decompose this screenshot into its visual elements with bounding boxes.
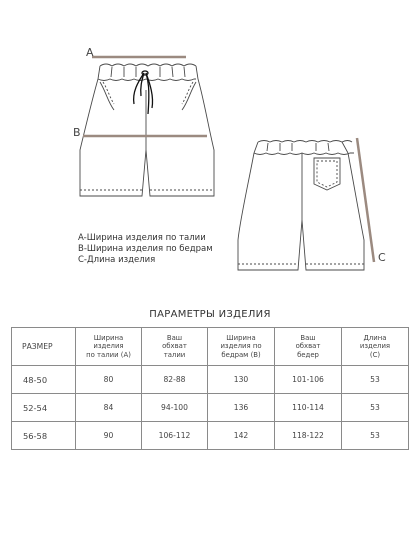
table-cell: 90 (76, 422, 142, 450)
legend-item-a: A-Ширина изделия по талии (78, 233, 206, 243)
size-cell: 48-50 (12, 366, 76, 394)
marker-b: B (73, 126, 81, 139)
table-cell: 53 (342, 394, 409, 422)
measurement-legend (78, 233, 213, 266)
table-cell: 136 (208, 394, 275, 422)
shorts-back-sketch-icon (238, 141, 364, 271)
size-header: РАЗМЕР (12, 328, 76, 366)
legend-item-c: C-Длина изделия (78, 255, 156, 265)
table-cell: 84 (76, 394, 142, 422)
table-header-row (12, 328, 409, 366)
table-row (12, 422, 409, 450)
legend-item-b: B-Ширина изделия по бедрам (78, 244, 213, 254)
table-cell: 101-106 (275, 366, 342, 394)
table-cell: 106-112 (142, 422, 208, 450)
marker-a: A (86, 46, 94, 59)
table-cell: 118-122 (275, 422, 342, 450)
table-row (12, 366, 409, 394)
table-cell: 82-88 (142, 366, 208, 394)
table-title: ПАРАМЕТРЫ ИЗДЕЛИЯ (149, 309, 271, 320)
table-row (12, 394, 409, 422)
size-cell: 56-58 (12, 422, 76, 450)
table-cell: 94-100 (142, 394, 208, 422)
drawstring-icon (134, 71, 153, 114)
header-hip-girth: Ваш обхват бедер (275, 328, 342, 366)
table-cell: 130 (208, 366, 275, 394)
table-cell: 53 (342, 422, 409, 450)
shorts-front-sketch-icon (80, 64, 214, 196)
measure-line-c (357, 138, 374, 262)
size-table (11, 327, 409, 450)
back-pocket-icon (314, 158, 340, 190)
header-waist-width: Ширина изделия по талии (A) (76, 328, 142, 366)
header-hip-width: Ширина изделия по бедрам (B) (208, 328, 275, 366)
table-cell: 142 (208, 422, 275, 450)
marker-c: C (378, 251, 386, 264)
header-length: Длина изделия (C) (342, 328, 409, 366)
header-waist-girth: Ваш обхват талии (142, 328, 208, 366)
table-cell: 53 (342, 366, 409, 394)
table-cell: 110-114 (275, 394, 342, 422)
size-cell: 52-54 (12, 394, 76, 422)
table-cell: 80 (76, 366, 142, 394)
